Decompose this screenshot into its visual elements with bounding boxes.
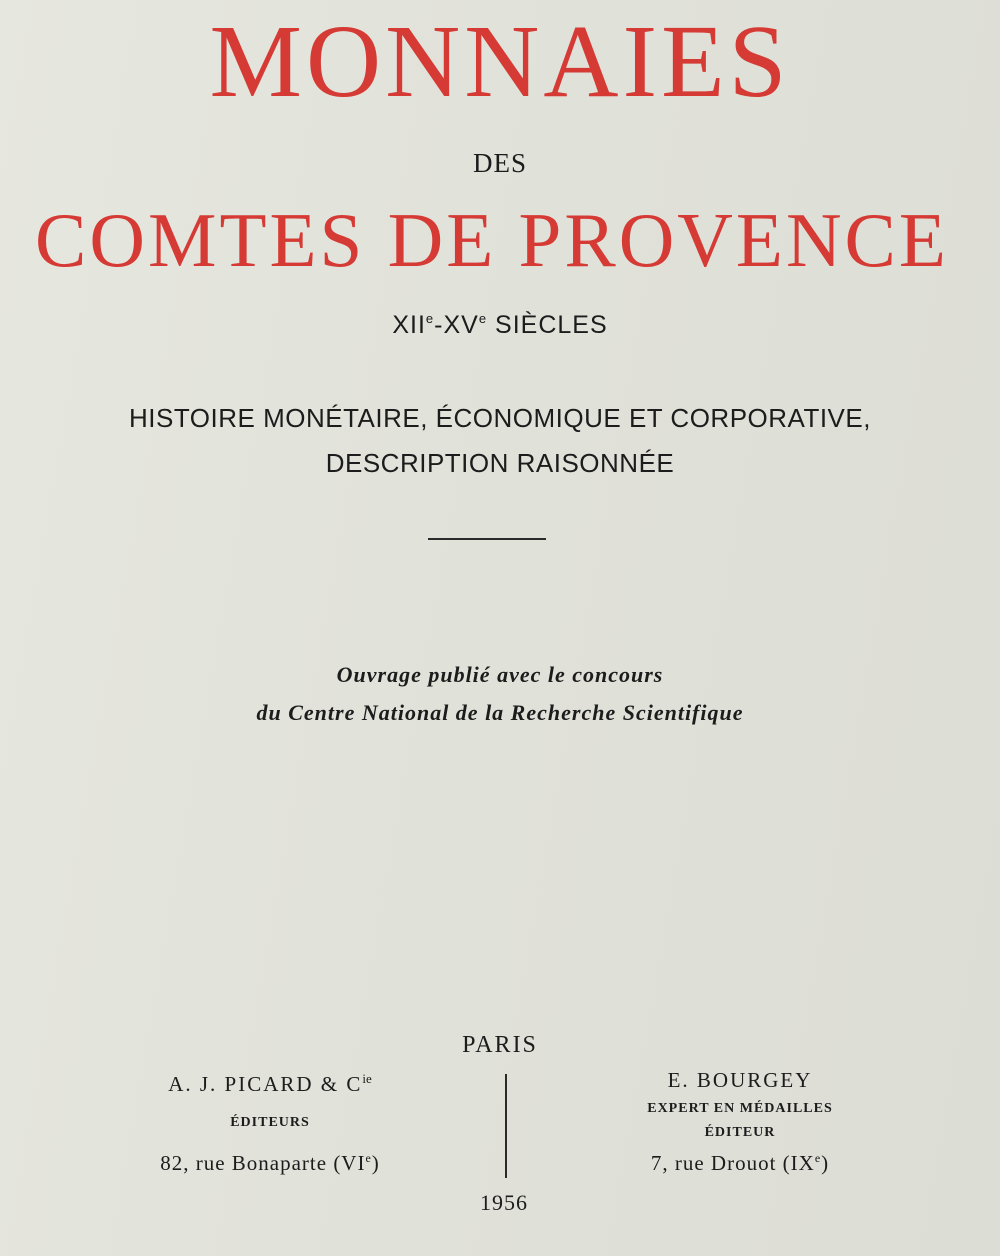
imprint-year: 1956 xyxy=(480,1190,528,1215)
horizontal-rule xyxy=(428,538,546,540)
publisher-left-role: ÉDITEURS xyxy=(230,1115,310,1130)
publisher-left-name xyxy=(120,1072,420,1095)
publisher-left-address-text: 82, rue Bonaparte (VI xyxy=(160,1151,366,1175)
century-separator: - xyxy=(434,311,444,339)
centuries-line xyxy=(0,312,1000,338)
subtitle-line-2: DESCRIPTION RAISONNÉE xyxy=(325,448,675,478)
publisher-right-address-suffix: e xyxy=(814,1151,822,1165)
imprint-city: PARIS xyxy=(462,1032,538,1058)
publisher-left-address xyxy=(120,1152,420,1174)
publisher-left-address-suffix: e xyxy=(365,1151,372,1165)
title-subject: COMTES DE PROVENCE xyxy=(35,197,949,283)
title-connector: DES xyxy=(472,148,527,178)
publisher-right-name: E. BOURGEY xyxy=(667,1068,813,1092)
publisher-left-address-end: ) xyxy=(371,1151,380,1175)
publisher-right-address-text: 7, rue Drouot (IX xyxy=(650,1151,815,1175)
publisher-left-name-text: A. J. PICARD & C xyxy=(168,1072,363,1096)
title-main: MONNAIES xyxy=(209,4,791,119)
centuries-word: SIÈCLES xyxy=(487,311,608,339)
publisher-left-name-suffix: ie xyxy=(362,1071,372,1086)
subtitle-line-1: HISTOIRE MONÉTAIRE, ÉCONOMIQUE ET CORPORATIVE, xyxy=(129,403,871,433)
publisher-right-role-2: ÉDITEUR xyxy=(704,1125,776,1140)
imprint-divider xyxy=(505,1074,507,1178)
century-start: XII xyxy=(392,311,426,339)
century-end-suffix: e xyxy=(478,311,488,326)
publisher-right-address xyxy=(590,1152,890,1174)
credit-line-1: Ouvrage publié avec le concours xyxy=(336,662,664,687)
publisher-right-address-end: ) xyxy=(821,1151,830,1175)
credit-line-2: du Centre National de la Recherche Scientifique xyxy=(256,700,744,725)
century-end: XV xyxy=(443,311,479,339)
century-start-suffix: e xyxy=(425,311,435,326)
publisher-right-role-1: EXPERT EN MÉDAILLES xyxy=(647,1101,833,1116)
